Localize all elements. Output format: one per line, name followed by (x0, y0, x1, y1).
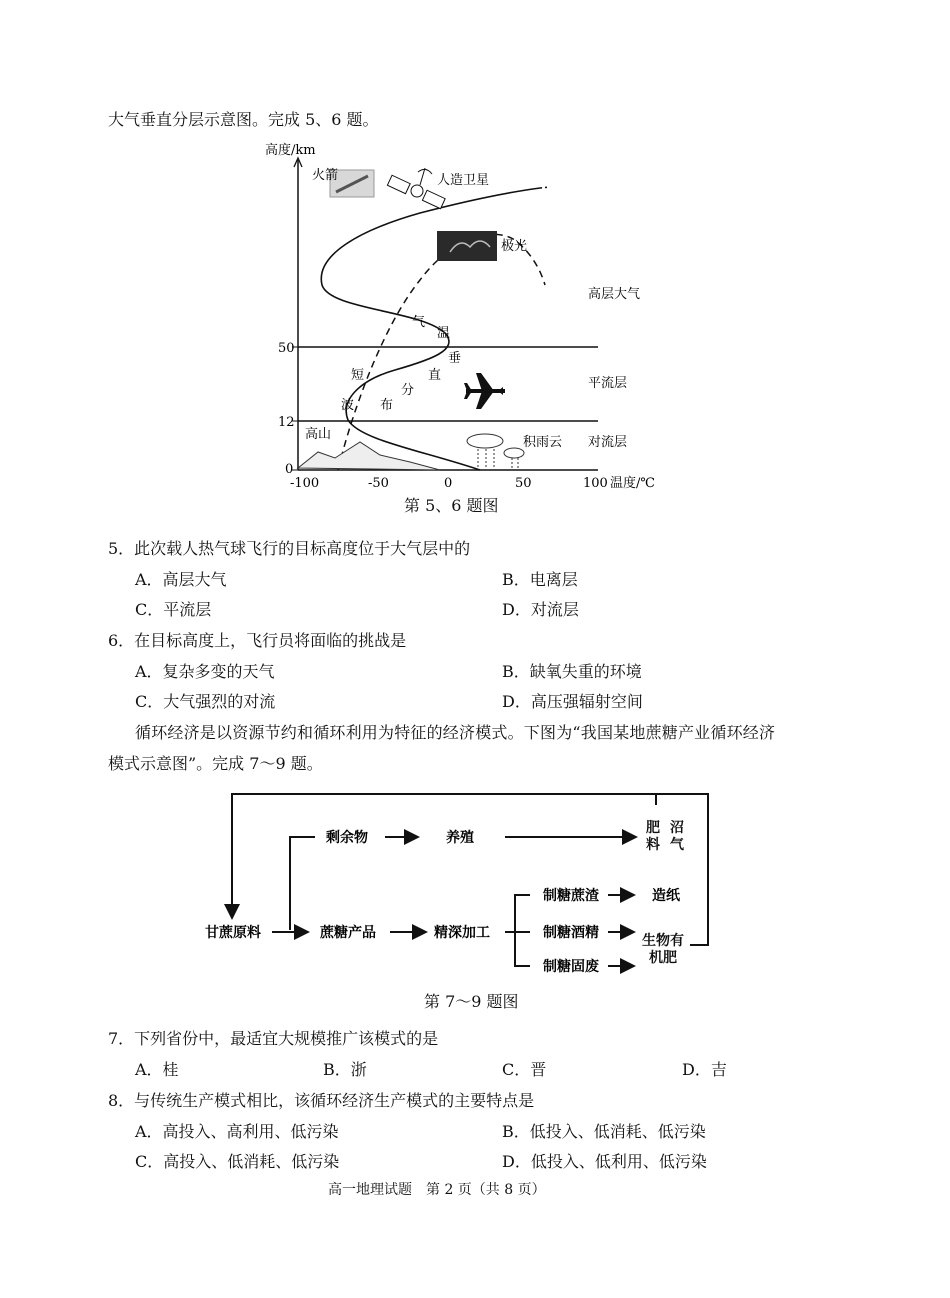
q8-stem: 8．与传统生产模式相比，该循环经济生产模式的主要特点是 (108, 1091, 535, 1110)
satellite-label: 人造卫星 (437, 173, 490, 188)
circular-economy-diagram (0, 780, 950, 1000)
airplane-icon (464, 373, 505, 409)
mountain-label: 高山 (305, 427, 332, 442)
sugar-product-node: 蔗糖产品 (320, 925, 376, 941)
y-tick-12: 12 (278, 415, 295, 430)
curve-char-4: 直 (428, 368, 442, 383)
q8-option-c: C．高投入、低消耗、低污染 (135, 1152, 340, 1171)
passage-line-2: 模式示意图”。完成 7～9 题。 (108, 754, 323, 773)
bracket-line (515, 895, 530, 966)
q8-option-b: B．低投入、低消耗、低污染 (502, 1122, 706, 1141)
aurora-image (437, 231, 497, 261)
x-tick-100: 100 (583, 476, 608, 491)
fig2-caption: 第 7～9 题图 (424, 992, 519, 1011)
q5-option-d: D．对流层 (502, 600, 579, 619)
fig1-caption: 第 5、6 题图 (404, 496, 499, 515)
q5-stem: 5．此次载人热气球飞行的目标高度位于大气层中的 (108, 539, 471, 558)
mountain-shape (298, 442, 440, 470)
q7-option-c: C．晋 (502, 1060, 547, 1079)
q7-option-b: B．浙 (323, 1060, 367, 1079)
upper-atmosphere-label: 高层大气 (588, 287, 641, 302)
x-tick-neg50: -50 (368, 476, 389, 491)
q6-option-d: D．高压强辐射空间 (502, 692, 643, 711)
cloud-label: 积雨云 (523, 435, 563, 450)
q5-option-a: A．高层大气 (135, 570, 227, 589)
q6-option-b: B．缺氧失重的环境 (502, 662, 642, 681)
fertilizer-node: 肥料 (646, 820, 660, 853)
breeding-node: 养殖 (446, 830, 474, 846)
bio-fertilizer-node: 生物有机肥 (642, 933, 684, 966)
rocket-label: 火箭 (312, 168, 339, 183)
shortwave-char-1: 短 (351, 368, 365, 383)
q5-option-c: C．平流层 (135, 600, 212, 619)
curve-char-3: 垂 (448, 351, 462, 366)
intro-line: 大气垂直分层示意图。完成 5、6 题。 (108, 110, 379, 129)
stratosphere-label: 平流层 (588, 376, 628, 391)
q6-option-a: A．复杂多变的天气 (135, 662, 275, 681)
q7-stem: 7．下列省份中，最适宜大规模推广该模式的是 (108, 1029, 439, 1048)
q5-option-b: B．电离层 (502, 570, 578, 589)
deep-process-node: 精深加工 (434, 925, 490, 941)
bagasse-node: 制糖蔗渣 (543, 888, 599, 904)
q8-option-a: A．高投入、高利用、低污染 (135, 1122, 339, 1141)
atmosphere-diagram (0, 0, 950, 520)
x-tick-0: 0 (444, 476, 453, 491)
x-axis-label: 温度/℃ (610, 476, 655, 491)
y-tick-0: 0 (285, 462, 294, 477)
shortwave-char-2: 波 (341, 398, 355, 413)
troposphere-label: 对流层 (588, 435, 628, 450)
leftover-node: 剩余物 (326, 830, 368, 846)
right-loop-line (656, 794, 708, 945)
aurora-label: 极光 (501, 239, 528, 254)
curve-char-6: 布 (380, 398, 394, 413)
q8-option-d: D．低投入、低利用、低污染 (502, 1152, 707, 1171)
x-tick-neg100: -100 (290, 476, 320, 491)
temperature-curve (321, 188, 540, 470)
passage-line-1: 循环经济是以资源节约和循环利用为特征的经济模式。下图为“我国某地蔗糖产业循环经济 (135, 723, 776, 742)
curve-char-2: 温 (437, 326, 451, 341)
y-tick-50: 50 (278, 341, 295, 356)
curve-char-5: 分 (401, 383, 415, 398)
x-tick-50: 50 (515, 476, 532, 491)
papermaking-node: 造纸 (652, 888, 680, 904)
q7-option-d: D．吉 (682, 1060, 727, 1079)
q7-option-a: A．桂 (135, 1060, 179, 1079)
q6-option-c: C．大气强烈的对流 (135, 692, 276, 711)
page-footer: 高一地理试题 第 2 页（共 8 页） (328, 1182, 546, 1198)
curve-char-1: 气 (412, 315, 426, 330)
solid-waste-node: 制糖固废 (543, 959, 599, 975)
temperature-curve-dotted (540, 187, 550, 188)
branch-line (290, 837, 315, 930)
alcohol-node: 制糖酒精 (543, 925, 599, 941)
q6-stem: 6．在目标高度上，飞行员将面临的挑战是 (108, 631, 407, 650)
y-axis-label: 高度/km (265, 143, 316, 158)
biogas-node: 沼气 (670, 820, 684, 853)
cloud-icon (467, 434, 524, 468)
sugarcane-node: 甘蔗原料 (205, 925, 261, 941)
